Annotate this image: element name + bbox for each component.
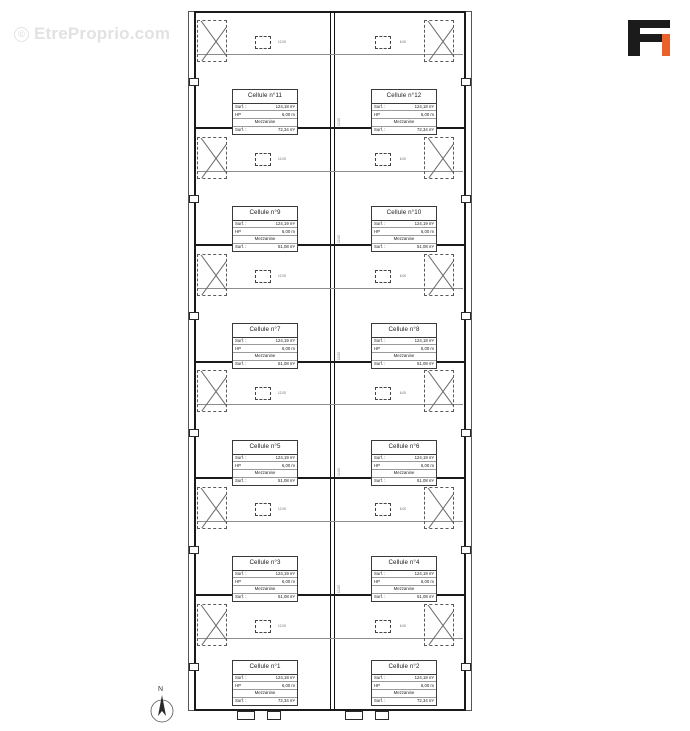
door-opening (189, 78, 199, 86)
column-marker: 6.00 (375, 153, 391, 166)
cell-title: Cellule n°5 (233, 441, 297, 455)
column-marker: 12.00 (255, 620, 271, 633)
cell-mezzanine-row: Mezzanine (372, 470, 436, 478)
cell-hp-row: HP 6,00 m (372, 462, 436, 470)
watermark (14, 24, 170, 44)
cell-title: Cellule n°9 (233, 207, 297, 221)
cell-info-box[interactable] (371, 89, 437, 135)
cell-mezzanine-row: Mezzanine (233, 119, 297, 127)
cell-surface-row: Surf. : 124,18 m² (372, 338, 436, 346)
cell-info-box[interactable] (371, 440, 437, 486)
column-marker: 6.00 (375, 503, 391, 516)
cell-surface-row: Surf. : 124,19 m² (372, 455, 436, 463)
door-opening (461, 663, 471, 671)
cell-hp-row: HP 6,00 m (233, 345, 297, 353)
cell-title: Cellule n°2 (372, 661, 436, 675)
door-opening (189, 429, 199, 437)
cell-info-box[interactable] (232, 323, 298, 369)
door-opening (189, 195, 199, 203)
door-opening (461, 429, 471, 437)
cell-mezzanine-row: Mezzanine (372, 690, 436, 698)
cell-mezzanine-row: Mezzanine (372, 236, 436, 244)
door-opening (461, 195, 471, 203)
cell-title: Cellule n°4 (372, 557, 436, 571)
dimension-label: 12.00 (337, 585, 341, 593)
cell-hp-row: HP 6,00 m (372, 345, 436, 353)
braced-bay (197, 20, 227, 62)
braced-bay (424, 254, 454, 296)
braced-bay (424, 137, 454, 179)
cell-title: Cellule n°1 (233, 661, 297, 675)
cell-mezzanine-row: Mezzanine (372, 119, 436, 127)
cell-title: Cellule n°8 (372, 324, 436, 338)
watermark-text: EtreProprio.com (34, 24, 171, 43)
column-marker: 6.00 (375, 387, 391, 400)
door-opening (461, 78, 471, 86)
cell-mezzanine-row: Mezzanine (233, 690, 297, 698)
door-opening (461, 546, 471, 554)
cell-surface-row: Surf. : 124,19 m² (233, 571, 297, 579)
cell-mezzanine-row: Mezzanine (233, 586, 297, 594)
braced-bay (197, 487, 227, 529)
cell-hp-row: HP 6,00 m (233, 682, 297, 690)
braced-bay (197, 137, 227, 179)
cell-hp-row: HP 6,00 m (233, 578, 297, 586)
cell-total-row: Surf. : 51,08 m² (374, 478, 434, 484)
cell-title: Cellule n°3 (233, 557, 297, 571)
north-label: N (158, 686, 164, 693)
dimension-label: 12.00 (337, 235, 341, 243)
cell-hp-row: HP 6,00 m (372, 578, 436, 586)
cell-total-row: Surf. : 51,08 m² (235, 594, 295, 600)
dimension-label: 12.00 (337, 352, 341, 360)
braced-bay (197, 254, 227, 296)
cell-mezzanine-row: Mezzanine (233, 353, 297, 361)
cell-total-row: Surf. : 51,08 m² (374, 594, 434, 600)
brand-logo-icon (626, 18, 672, 58)
braced-bay (424, 20, 454, 62)
cell-info-box[interactable] (232, 89, 298, 135)
cell-info-box[interactable] (371, 206, 437, 252)
cell-title: Cellule n°12 (372, 90, 436, 104)
column-marker: 6.00 (375, 270, 391, 283)
column-marker: 6.00 (375, 36, 391, 49)
column-marker: 12.00 (255, 36, 271, 49)
cell-total-row: Surf. : 51,08 m² (374, 361, 434, 367)
dimension-label: 12.00 (337, 118, 341, 126)
cell-title: Cellule n°7 (233, 324, 297, 338)
column-marker: 12.00 (255, 153, 271, 166)
cell-total-row: Surf. : 72,34 m² (374, 127, 434, 133)
cell-title: Cellule n°11 (233, 90, 297, 104)
cell-surface-row: Surf. : 124,18 m² (372, 675, 436, 683)
cell-hp-row: HP 6,00 m (372, 228, 436, 236)
column-marker: 12.00 (255, 387, 271, 400)
cell-hp-row: HP 6,00 m (372, 682, 436, 690)
cell-mezzanine-row: Mezzanine (372, 353, 436, 361)
cell-mezzanine-row: Mezzanine (233, 236, 297, 244)
cell-info-box[interactable] (232, 660, 298, 706)
cell-surface-row: Surf. : 124,18 m² (233, 675, 297, 683)
copyright-icon: © (14, 27, 29, 42)
cell-info-box[interactable] (232, 440, 298, 486)
cell-info-box[interactable] (371, 556, 437, 602)
exterior-block (345, 711, 363, 720)
cell-mezzanine-row: Mezzanine (372, 586, 436, 594)
cell-surface-row: Surf. : 124,19 m² (233, 221, 297, 229)
cell-total-row: Surf. : 51,08 m² (235, 361, 295, 367)
cell-info-box[interactable] (371, 660, 437, 706)
exterior-block (267, 711, 281, 720)
braced-bay (424, 370, 454, 412)
dimension-label: 12.00 (337, 468, 341, 476)
cell-info-box[interactable] (371, 323, 437, 369)
cell-surface-row: Surf. : 124,18 m² (372, 104, 436, 112)
door-opening (189, 546, 199, 554)
braced-bay (424, 604, 454, 646)
braced-bay (197, 604, 227, 646)
cell-surface-row: Surf. : 124,19 m² (233, 338, 297, 346)
cell-info-box[interactable] (232, 556, 298, 602)
cell-surface-row: Surf. : 124,19 m² (372, 571, 436, 579)
column-marker: 12.00 (255, 270, 271, 283)
building-plan (185, 6, 475, 716)
cell-hp-row: HP 6,00 m (233, 462, 297, 470)
door-opening (189, 312, 199, 320)
cell-total-row: Surf. : 51,08 m² (235, 244, 295, 250)
cell-surface-row: Surf. : 124,19 m² (372, 221, 436, 229)
exterior-block (237, 711, 255, 720)
cell-mezzanine-row: Mezzanine (233, 470, 297, 478)
exterior-block (375, 711, 389, 720)
cell-total-row: Surf. : 72,34 m² (235, 127, 295, 133)
cell-surface-row: Surf. : 124,19 m² (233, 455, 297, 463)
cell-hp-row: HP 6,00 m (233, 111, 297, 119)
cell-surface-row: Surf. : 124,18 m² (233, 104, 297, 112)
cell-title: Cellule n°6 (372, 441, 436, 455)
cell-total-row: Surf. : 72,34 m² (235, 698, 295, 704)
cell-hp-row: HP 6,00 m (372, 111, 436, 119)
braced-bay (424, 487, 454, 529)
door-opening (461, 312, 471, 320)
door-opening (189, 663, 199, 671)
cell-title: Cellule n°10 (372, 207, 436, 221)
north-arrow (144, 686, 180, 726)
column-marker: 6.00 (375, 620, 391, 633)
cell-info-box[interactable] (232, 206, 298, 252)
cell-total-row: Surf. : 72,34 m² (374, 698, 434, 704)
cell-total-row: Surf. : 51,08 m² (235, 478, 295, 484)
column-marker: 12.00 (255, 503, 271, 516)
cell-hp-row: HP 6,00 m (233, 228, 297, 236)
braced-bay (197, 370, 227, 412)
cell-total-row: Surf. : 51,08 m² (374, 244, 434, 250)
